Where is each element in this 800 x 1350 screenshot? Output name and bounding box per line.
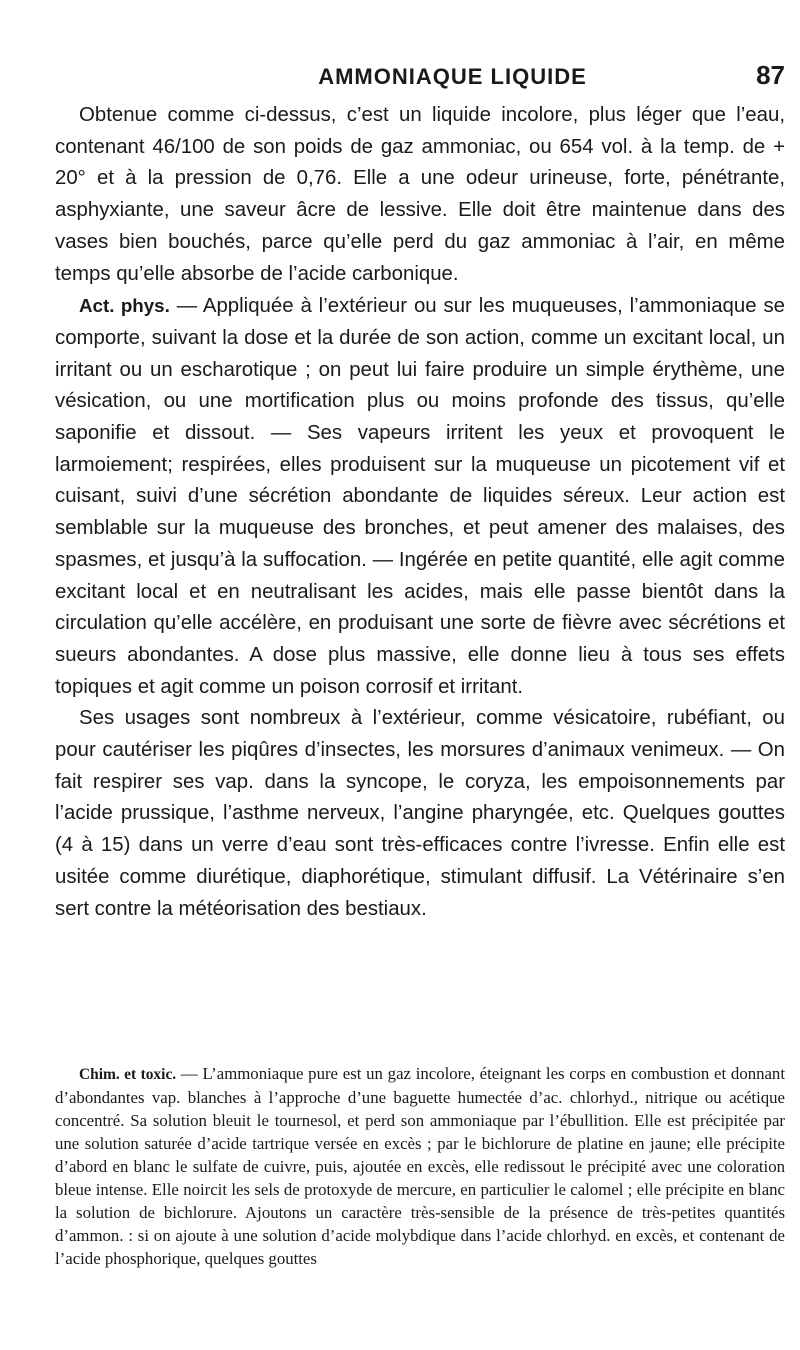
- paragraph-physiological-action: [55, 290, 785, 703]
- paragraph-text: Ses usages sont nombreux à l’extérieur, comme vésicatoire, rubéfiant, ou pour cautériser les piqûres d’insectes, les morsures d’animaux venimeux. — On fait respirer ses vap. dans la syncope, le coryza, les empoisonnements par l’acide prussique, l’asthme nerveux, l’angine pharyngée, etc. Quelques gouttes (4 à 15) dans un verre d’eau sont très-efficaces contre l’ivresse. Enfin elle est usitée comme diurétique, diaphorétique, stimulant diffusif. La Vétérinaire s’en sert contre la météorisation des bestiaux.: [55, 707, 785, 920]
- chemistry-toxicology-note: [55, 1062, 785, 1270]
- page-number: 87: [756, 60, 785, 90]
- paragraph-text: — L’ammoniaque pure est un gaz incolore, éteignant les corps en combustion et donnant d’abondantes vap. blanches à l’approche d’une baguette humectée d’ac. chlorhyd., nitrique ou acétique concentré. Sa solution bleuit le tournesol, et perd son ammoniaque par l’ébullition. Elle est précipitée par une solution saturée d’acide tartrique versée en excès ; par le bichlorure de platine en jaune; elle précipite d’abord en blanc le sulfate de cuivre, puis, ajoutée en excès, elle redissout le précipité avec une coloration bleue intense. Elle noircit les sels de protoxyde de mercure, en particulier le calomel ; elle précipite en blanc la solution de bichlorure. Ajoutons un caractère très-sensible de la présence de très-petites quantités d’ammon. : si on ajoute à une solution d’acide molybdique dans l’acide chlorhyd. en excès, et contenant de l’acide phosphorique, quelques gouttes: [55, 1064, 785, 1268]
- running-title: AMMONIAQUE LIQUIDE: [318, 64, 587, 89]
- paragraph-chemistry: [55, 1062, 785, 1270]
- paragraph-uses: [55, 703, 785, 925]
- paragraph-text: — Appliquée à l’extérieur ou sur les muqueuses, l’ammoniaque se comporte, suivant la dose et la durée de son action, comme un excitant local, un irritant ou un escharotique ; on peut lui faire produire un simple érythème, une vésication, ou une mortification plus ou moins profonde des tissus, qu’elle saponifie et dissout. — Ses vapeurs irritent les yeux et provoquent le larmoiement; respirées, elles produisent sur la muqueuse un picotement vif et cuisant, suivi d’une sécrétion abondante de liquides séreux. Leur action est semblable sur la muqueuse des bronches, et peut amener des malaises, des spasmes, et jusqu’à la suffocation. — Ingérée en petite quantité, elle agit comme excitant local et en neutralisant les acides, mais elle passe bientôt dans la circulation qu’elle accélère, en produisant une sorte de fièvre avec sécrétions et sueurs abondantes. A dose plus massive, elle donne lieu à tous ses effets topiques et agit comme un poison corrosif et irritant.: [55, 295, 785, 698]
- page-header: [120, 60, 785, 94]
- paragraph-description: [55, 100, 785, 290]
- section-lead: Chim. et toxic.: [79, 1066, 177, 1083]
- main-text: [55, 100, 785, 925]
- section-lead: Act. phys.: [79, 295, 170, 317]
- paragraph-text: Obtenue comme ci-dessus, c’est un liquide incolore, plus léger que l’eau, contenant 46/100 de son poids de gaz ammoniac, ou 654 vol. à la temp. de + 20° et à la pression de 0,76. Elle a une odeur urineuse, forte, pénétrante, asphyxiante, une saveur âcre de lessive. Elle doit être maintenue dans des vases bien bouchés, parce qu’elle perd du gaz ammoniac à l’air, en même temps qu’elle absorbe de l’acide carbonique.: [55, 104, 785, 285]
